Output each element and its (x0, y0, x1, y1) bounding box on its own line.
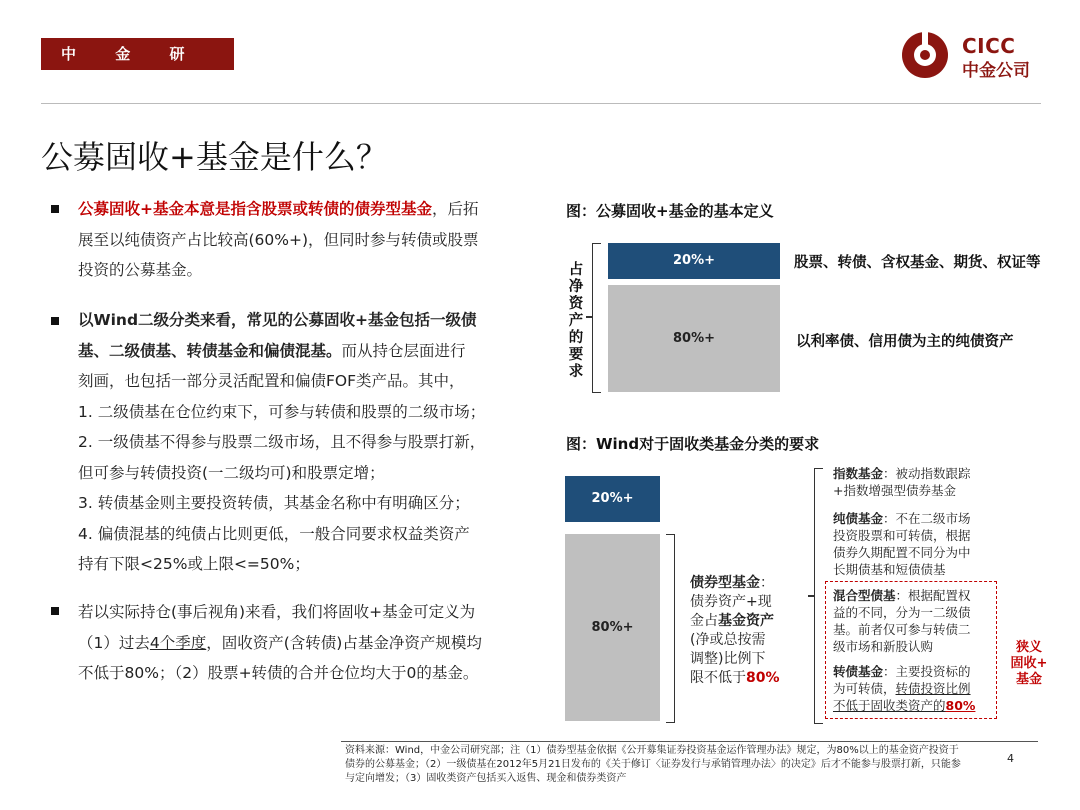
bullet-3 (78, 597, 538, 689)
bullet-3-underlined: 4个季度 (149, 633, 207, 652)
index-fund-desc-1: ：被动指数跟踪 (883, 466, 971, 481)
bullet-2-line-8: 4. 偏债混基的纯债占比则更低，一般合同要求权益类资产 (78, 524, 470, 543)
bullet-1 (78, 194, 538, 286)
figure-1-bottom-desc: 以利率债、信用债为主的纯债资产 (796, 334, 1014, 350)
convertible-desc-3-underlined: 不低于固收类资产的 (833, 698, 946, 713)
bond-fund-line-3-b: 基金资产 (718, 613, 774, 629)
figure-2-bottom-bar: 80%+ (565, 534, 660, 721)
bullet-2-line-2-bold: 基、二级债基、转债基金和偏债混基。 (78, 341, 342, 360)
bullet-3-line-2-b: ，固收资产(含转债)占基金净资产规模均 (206, 633, 482, 652)
footer-line-3: 与定向增发；（3）固收类资产包括买入返售、现金和债券类资产 (345, 773, 627, 784)
logo-text-cn: 中金公司 (962, 61, 1030, 81)
figure-2-top-bar: 20%+ (565, 476, 660, 522)
bullet-1-line-3: 投资的公募基金。 (78, 261, 203, 279)
page-number: 4 (1007, 752, 1014, 765)
bullet-2-line-4: 1. 二级债基在仓位约束下，可参与转债和股票的二级市场； (78, 402, 486, 421)
convertible-threshold: 80% (945, 698, 976, 713)
footer-source-note (345, 744, 995, 786)
bullet-1-highlight: 公募固收+基金本意是指含股票或转债的债券型基金 (78, 200, 432, 218)
mixed-bond-desc-3: 基。前者仅可参与转债二 (833, 622, 971, 637)
bullet-2-line-5: 2. 一级债基不得参与股票二级市场，且不得参与股票打新， (78, 433, 486, 451)
bullet-square-icon (51, 607, 59, 615)
bullet-2-line-1: 以Wind二级分类来看，常见的公募固收+基金包括一级债 (78, 311, 477, 329)
narrow-label-line-2: 固收+ (1010, 656, 1048, 671)
index-fund-desc-2: +指数增强型债券基金 (833, 483, 956, 498)
index-fund-name: 指数基金 (833, 466, 884, 481)
logo-text-en: CICC (962, 34, 1016, 58)
page-title: 公募固收+基金是什么？ (41, 138, 388, 176)
bond-fund-threshold: 80% (746, 670, 780, 686)
convertible-desc-1: ：主要投资标的 (883, 664, 971, 679)
bullet-square-icon (51, 205, 59, 213)
figure-1-bottom-bar: 80%+ (608, 285, 780, 392)
bullet-2-line-3: 刻画，也包括一部分灵活配置和偏债FOF类产品。其中， (78, 372, 465, 390)
bond-fund-line-4: (净或总按需 (690, 632, 766, 648)
bond-fund-line-2: 债券资产+现 (690, 594, 772, 610)
pure-bond-name: 纯债基金 (833, 511, 884, 526)
pure-bond-desc-2: 投资股票和可转债，根据 (833, 528, 971, 543)
bullet-2-line-7: 3. 转债基金则主要投资转债，其基金名称中有明确区分； (78, 494, 470, 512)
header-divider (41, 103, 1041, 104)
figure-1-vertical-label: 占净资产的要求 (568, 262, 584, 380)
figure-2-right-brace (814, 468, 823, 724)
category-index-fund (833, 465, 993, 499)
bullet-3-line-3: 不低于80%；（2）股票+转债的合并仓位均大于0的基金。 (78, 664, 479, 682)
pure-bond-desc-1: ：不在二级市场 (883, 511, 971, 526)
figure-1-top-bar: 20%+ (608, 243, 780, 279)
figure-1-top-desc: 股票、转债、含权基金、期货、权证等 (794, 255, 1041, 271)
bullet-2 (78, 305, 538, 580)
bond-fund-label: 债券型基金 (690, 575, 760, 591)
narrow-fixed-income-label (1009, 640, 1049, 688)
category-pure-bond-fund (833, 510, 993, 578)
category-mixed-bond-fund (833, 587, 993, 655)
department-banner: 中 金 研 究 部 (41, 38, 234, 70)
footer-line-2: 债券的公募基金；（2）一级债基在2012年5月21日发布的《关于修订〈证券发行与承销管理办法〉的决定》后才不能参与股票打新，只能参 (345, 759, 961, 770)
bullet-1-line-1-rest: ，后拓 (432, 200, 479, 218)
mixed-bond-desc-2: 益的不同，分为一二级债 (833, 605, 971, 620)
bullet-3-line-2-a: （1）过去 (78, 633, 150, 652)
cicc-logo-icon (900, 30, 950, 80)
bullet-square-icon (51, 317, 59, 325)
bullet-2-line-2-rest: 而从持仓层面进行 (341, 341, 466, 360)
pure-bond-desc-4: 长期债基和短债债基 (833, 562, 946, 577)
convertible-name: 转债基金 (833, 664, 884, 679)
bond-fund-colon: ： (760, 575, 774, 591)
footer-line-1: 资料来源：Wind，中金公司研究部；注（1）债券型基金依据《公开募集证券投资基金运作管理办法》规定，为80%以上的基金资产投资于 (345, 745, 959, 756)
bullet-2-line-6: 但可参与转债投资(一二级均可)和股票定增； (78, 463, 385, 482)
bond-fund-line-6-a: 限不低于 (690, 670, 746, 686)
bond-fund-line-5: 调整)比例下 (690, 651, 766, 667)
category-convertible-fund (833, 663, 993, 714)
figure-1-brace-tip (586, 316, 593, 318)
bullet-1-line-2: 展至以纯债资产占比较高(60%+)，但同时参与转债或股票 (78, 230, 479, 249)
bullet-2-line-9: 持有下限<25%或上限<=50%； (78, 555, 310, 573)
figure-1-brace (592, 243, 601, 393)
mixed-bond-desc-4: 级市场和新股认购 (833, 639, 934, 654)
figure-2-left-brace (666, 534, 675, 723)
figure-2-title: 图：Wind对于固收类基金分类的要求 (566, 435, 820, 453)
narrow-label-line-1: 狭义 (1015, 640, 1042, 655)
mixed-bond-name: 混合型债基 (833, 588, 896, 603)
pure-bond-desc-3: 债券久期配置不同分为中 (833, 545, 971, 560)
figure-2-brace-tip (808, 595, 815, 597)
mixed-bond-desc-1: ：根据配置权 (895, 588, 971, 603)
convertible-desc-2-underlined: 转债投资比例 (895, 681, 971, 696)
bullet-3-line-1: 若以实际持仓(事后视角)来看，我们将固收+基金可定义为 (78, 603, 476, 621)
bond-fund-line-3-a: 金占 (690, 613, 718, 629)
convertible-desc-2: 为可转债， (833, 681, 896, 696)
narrow-label-line-3: 基金 (1015, 672, 1042, 687)
figure-2-bond-fund-desc (690, 574, 800, 688)
footer-divider (341, 741, 1038, 742)
figure-1-title: 图：公募固收+基金的基本定义 (566, 202, 774, 220)
